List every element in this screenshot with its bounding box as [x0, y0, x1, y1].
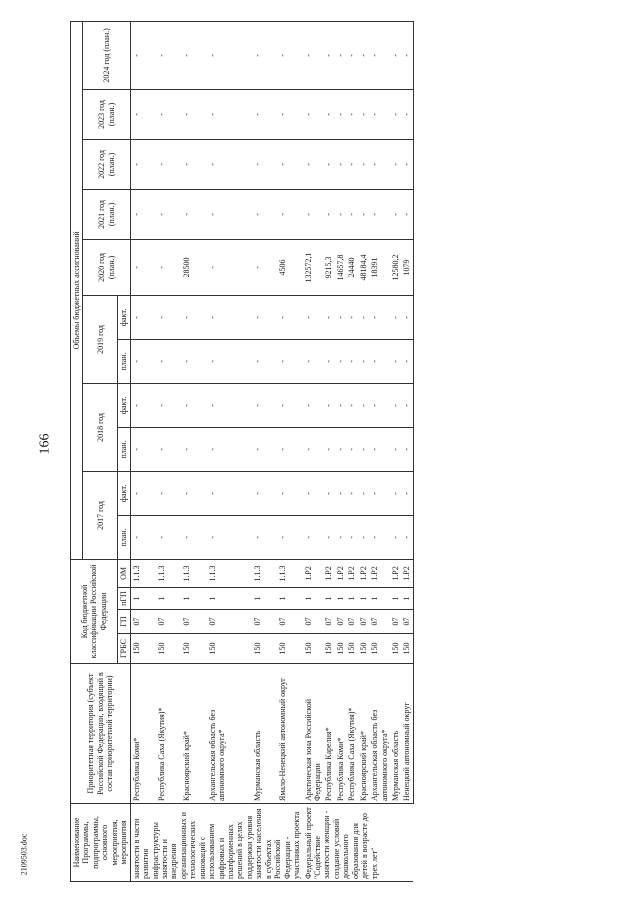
om-cell: 1.Р2: [390, 559, 401, 587]
territory-cell: Республика Коми*: [335, 664, 346, 804]
budget-allocation-table: [70, 21, 414, 882]
value-cell-2017-2019: -: [181, 383, 206, 427]
value-cell-2017-2019: -: [323, 295, 334, 339]
table-row: [277, 21, 302, 881]
value-cell-2017-2019: -: [346, 427, 357, 471]
value-cell-2017-2019: -: [358, 515, 369, 559]
value-cell-2017-2019: -: [390, 427, 401, 471]
value-cell-2021-2024: -: [390, 189, 401, 239]
value-cell-2017-2019: -: [156, 295, 181, 339]
value-cell-2017-2019: -: [277, 471, 302, 515]
header-2017: 2017 год: [83, 471, 118, 559]
pgp-cell: 1: [335, 588, 346, 610]
value-cell-2017-2019: -: [156, 383, 181, 427]
value-cell-2021-2024: -: [207, 139, 253, 189]
value-cell-2021-2024: -: [156, 89, 181, 139]
value-cell-2017-2019: -: [130, 383, 156, 427]
value-cell-2021-2024: -: [181, 139, 206, 189]
value-cell-2021-2024: -: [335, 139, 346, 189]
value-cell-2017-2019: -: [252, 471, 277, 515]
om-cell: 1.1.3: [181, 559, 206, 587]
value-cell-2017-2019: -: [335, 339, 346, 383]
value-cell-2017-2019: -: [358, 427, 369, 471]
value-cell-2020: 9215,3: [323, 239, 334, 295]
value-cell-2017-2019: -: [358, 383, 369, 427]
territory-cell: Ямало-Ненецкий автономный округ: [277, 664, 302, 804]
value-cell-2021-2024: -: [401, 89, 413, 139]
value-cell-2017-2019: -: [390, 471, 401, 515]
value-cell-2017-2019: -: [346, 383, 357, 427]
value-cell-2017-2019: -: [369, 383, 390, 427]
pgp-cell: 1: [390, 588, 401, 610]
header-2021: 2021 год (план.): [83, 189, 130, 239]
territory-cell: Мурманская область: [390, 664, 401, 804]
gp-cell: 07: [181, 610, 206, 634]
header-grbs: ГРБС: [118, 634, 130, 664]
value-cell-2021-2024: -: [323, 139, 334, 189]
table-row: [335, 21, 346, 881]
value-cell-2017-2019: -: [156, 339, 181, 383]
value-cell-2017-2019: -: [323, 427, 334, 471]
om-cell: 1.Р2: [303, 559, 324, 587]
pgp-cell: 1: [156, 588, 181, 610]
value-cell-2021-2024: -: [277, 139, 302, 189]
header-territory: Приоритетная территория (субъект Российской Федерации, входящий в состав приоритетной территории): [71, 664, 131, 804]
om-cell: 1.Р2: [369, 559, 390, 587]
value-cell-2017-2019: -: [277, 515, 302, 559]
value-cell-2017-2019: -: [369, 339, 390, 383]
value-cell-2017-2019: -: [401, 295, 413, 339]
gp-cell: 07: [323, 610, 334, 634]
value-cell-2017-2019: -: [390, 383, 401, 427]
territory-cell: Арктическая зона Российской Федерации: [303, 664, 324, 804]
value-cell-2017-2019: -: [335, 515, 346, 559]
value-cell-2017-2019: -: [303, 471, 324, 515]
value-cell-2021-2024: -: [207, 21, 253, 89]
table-row: [401, 21, 413, 881]
value-cell-2017-2019: -: [335, 427, 346, 471]
om-cell: 1.Р2: [358, 559, 369, 587]
header-volumes: Объемы бюджетных ассигнований: [71, 21, 83, 559]
territory-cell: Республика Карелия*: [323, 664, 334, 804]
value-cell-2020: 18391: [369, 239, 390, 295]
value-cell-2021-2024: -: [358, 89, 369, 139]
grbs-cell: 150: [323, 634, 334, 664]
value-cell-2017-2019: -: [181, 515, 206, 559]
value-cell-2021-2024: -: [346, 21, 357, 89]
header-2023: 2023 год (план.): [83, 89, 130, 139]
value-cell-2021-2024: -: [130, 89, 156, 139]
pgp-cell: 1: [130, 588, 156, 610]
territory-cell: Республика Саха (Якутия)*: [346, 664, 357, 804]
pgp-cell: 1: [207, 588, 253, 610]
value-cell-2017-2019: -: [303, 383, 324, 427]
gp-cell: 07: [130, 610, 156, 634]
value-cell-2017-2019: -: [303, 339, 324, 383]
value-cell-2017-2019: -: [346, 471, 357, 515]
value-cell-2021-2024: -: [346, 139, 357, 189]
value-cell-2017-2019: -: [369, 295, 390, 339]
table-row: [181, 21, 206, 881]
value-cell-2017-2019: -: [346, 339, 357, 383]
grbs-cell: 150: [252, 634, 277, 664]
grbs-cell: 150: [401, 634, 413, 664]
gp-cell: 07: [303, 610, 324, 634]
table-row: [156, 21, 181, 881]
value-cell-2017-2019: -: [207, 427, 253, 471]
table-body: [130, 21, 413, 881]
value-cell-2017-2019: -: [358, 471, 369, 515]
value-cell-2021-2024: -: [181, 21, 206, 89]
value-cell-2017-2019: -: [323, 339, 334, 383]
table-row: [390, 21, 401, 881]
value-cell-2021-2024: -: [252, 89, 277, 139]
om-cell: 1.1.3: [130, 559, 156, 587]
value-cell-2017-2019: -: [207, 383, 253, 427]
table-row: [358, 21, 369, 881]
value-cell-2017-2019: -: [277, 295, 302, 339]
value-cell-2017-2019: -: [335, 383, 346, 427]
value-cell-2021-2024: -: [390, 139, 401, 189]
value-cell-2017-2019: -: [369, 515, 390, 559]
value-cell-2021-2024: -: [390, 89, 401, 139]
value-cell-2017-2019: -: [401, 383, 413, 427]
value-cell-2021-2024: -: [369, 189, 390, 239]
territory-cell: Архангельская область без автономного округа*: [369, 664, 390, 804]
value-cell-2017-2019: -: [346, 295, 357, 339]
value-cell-2021-2024: -: [303, 189, 324, 239]
value-cell-2021-2024: -: [207, 89, 253, 139]
value-cell-2017-2019: -: [252, 295, 277, 339]
value-cell-2021-2024: -: [252, 21, 277, 89]
value-cell-2021-2024: -: [346, 89, 357, 139]
value-cell-2017-2019: -: [303, 295, 324, 339]
value-cell-2021-2024: -: [252, 189, 277, 239]
territory-cell: Ненецкий автономный округ: [401, 664, 413, 804]
value-cell-2017-2019: -: [358, 295, 369, 339]
value-cell-2017-2019: -: [156, 471, 181, 515]
value-cell-2017-2019: -: [335, 295, 346, 339]
header-gp: ГП: [118, 610, 130, 634]
territory-cell: Республика Коми*: [130, 664, 156, 804]
value-cell-2017-2019: -: [358, 339, 369, 383]
value-cell-2017-2019: -: [207, 515, 253, 559]
value-cell-2017-2019: -: [181, 295, 206, 339]
value-cell-2020: 132572,1: [303, 239, 324, 295]
value-cell-2017-2019: -: [335, 471, 346, 515]
pgp-cell: 1: [303, 588, 324, 610]
value-cell-2021-2024: -: [335, 189, 346, 239]
table-row: [207, 21, 253, 881]
value-cell-2021-2024: -: [252, 139, 277, 189]
pgp-cell: 1: [369, 588, 390, 610]
value-cell-2021-2024: -: [277, 189, 302, 239]
value-cell-2017-2019: -: [181, 427, 206, 471]
measure-name-women-employment: Федеральный проект "Содействие занятости женщин - создание условий дошкольного образования для детей в возрасте до трех лет": [303, 804, 414, 882]
om-cell: 1.Р2: [335, 559, 346, 587]
value-cell-2017-2019: -: [401, 471, 413, 515]
value-cell-2020: 14657,8: [335, 239, 346, 295]
value-cell-2021-2024: -: [130, 21, 156, 89]
gp-cell: 07: [358, 610, 369, 634]
value-cell-2017-2019: -: [277, 339, 302, 383]
value-cell-2017-2019: -: [401, 515, 413, 559]
value-cell-2021-2024: -: [358, 139, 369, 189]
value-cell-2017-2019: -: [401, 427, 413, 471]
measure-name-employment: занятости в части развития инфраструктуры занятости и внедрения организационных и технологических инноваций с использованием цифровых и платформенных решений в целях поддержки уровня занятости населения в субъектах Российской Федерации - участниках проекта: [130, 804, 302, 882]
value-cell-2021-2024: -: [181, 89, 206, 139]
value-cell-2020: -: [130, 239, 156, 295]
header-kbk: Код бюджетной классификации Российской Федерации: [71, 559, 118, 663]
value-cell-2021-2024: -: [401, 189, 413, 239]
grbs-cell: 150: [156, 634, 181, 664]
value-cell-2021-2024: -: [181, 189, 206, 239]
om-cell: 1.Р2: [323, 559, 334, 587]
header-2022: 2022 год (план.): [83, 139, 130, 189]
value-cell-2021-2024: -: [401, 139, 413, 189]
om-cell: 1.1.3: [277, 559, 302, 587]
header-2018-plan: план.: [118, 427, 130, 471]
header-pgp: пГП: [118, 588, 130, 610]
value-cell-2017-2019: -: [156, 427, 181, 471]
value-cell-2017-2019: -: [390, 339, 401, 383]
territory-cell: Мурманская область: [252, 664, 277, 804]
table-row: [323, 21, 334, 881]
value-cell-2017-2019: -: [207, 471, 253, 515]
grbs-cell: 150: [130, 634, 156, 664]
value-cell-2017-2019: -: [252, 427, 277, 471]
table-row: [303, 21, 324, 881]
om-cell: 1.1.3: [252, 559, 277, 587]
value-cell-2021-2024: -: [390, 21, 401, 89]
gp-cell: 07: [207, 610, 253, 634]
header-2019-plan: план.: [118, 339, 130, 383]
value-cell-2021-2024: -: [369, 139, 390, 189]
value-cell-2021-2024: -: [303, 21, 324, 89]
value-cell-2017-2019: -: [130, 515, 156, 559]
value-cell-2021-2024: -: [156, 21, 181, 89]
value-cell-2021-2024: -: [401, 21, 413, 89]
footer-doc-code: 2109503.doc: [19, 833, 29, 876]
grbs-cell: 150: [207, 634, 253, 664]
header-2019: 2019 год: [83, 295, 118, 383]
value-cell-2021-2024: -: [207, 189, 253, 239]
territory-cell: Республика Саха (Якутия)*: [156, 664, 181, 804]
value-cell-2017-2019: -: [277, 427, 302, 471]
value-cell-2017-2019: -: [323, 471, 334, 515]
value-cell-2017-2019: -: [181, 339, 206, 383]
header-2018: 2018 год: [83, 383, 118, 471]
header-2020: 2020 год (план.): [83, 239, 130, 295]
value-cell-2021-2024: -: [358, 21, 369, 89]
table-row: [369, 21, 390, 881]
header-name: Наименование Программы, подпрограммы, основного мероприятия, мероприятия: [71, 804, 131, 882]
value-cell-2020: 12580,2: [390, 239, 401, 295]
value-cell-2020: 24440: [346, 239, 357, 295]
value-cell-2021-2024: -: [335, 89, 346, 139]
header-2017-fact: факт.: [118, 471, 130, 515]
value-cell-2017-2019: -: [207, 339, 253, 383]
header-2024: 2024 год (план.): [83, 21, 130, 89]
header-2019-fact: факт.: [118, 295, 130, 339]
value-cell-2017-2019: -: [252, 383, 277, 427]
value-cell-2017-2019: -: [323, 515, 334, 559]
value-cell-2021-2024: -: [130, 139, 156, 189]
value-cell-2021-2024: -: [335, 21, 346, 89]
value-cell-2017-2019: -: [323, 383, 334, 427]
value-cell-2020: -: [207, 239, 253, 295]
pgp-cell: 1: [401, 588, 413, 610]
value-cell-2017-2019: -: [130, 339, 156, 383]
value-cell-2017-2019: -: [252, 339, 277, 383]
value-cell-2021-2024: -: [323, 189, 334, 239]
gp-cell: 07: [369, 610, 390, 634]
value-cell-2021-2024: -: [277, 89, 302, 139]
value-cell-2020: 4506: [277, 239, 302, 295]
value-cell-2021-2024: -: [358, 189, 369, 239]
gp-cell: 07: [390, 610, 401, 634]
value-cell-2020: 28500: [181, 239, 206, 295]
territory-cell: Архангельская область без автономного округа*: [207, 664, 253, 804]
territory-cell: Красноярский край*: [358, 664, 369, 804]
header-om: ОМ: [118, 559, 130, 587]
value-cell-2021-2024: -: [303, 139, 324, 189]
grbs-cell: 150: [303, 634, 324, 664]
value-cell-2021-2024: -: [323, 89, 334, 139]
value-cell-2020: -: [252, 239, 277, 295]
gp-cell: 07: [277, 610, 302, 634]
value-cell-2017-2019: -: [390, 295, 401, 339]
value-cell-2021-2024: -: [156, 139, 181, 189]
value-cell-2021-2024: -: [303, 89, 324, 139]
value-cell-2017-2019: -: [390, 515, 401, 559]
header-2018-fact: факт.: [118, 383, 130, 427]
pgp-cell: 1: [277, 588, 302, 610]
value-cell-2021-2024: -: [156, 189, 181, 239]
value-cell-2020: 1079: [401, 239, 413, 295]
table-row: [252, 21, 277, 881]
om-cell: 1.Р2: [401, 559, 413, 587]
value-cell-2017-2019: -: [130, 471, 156, 515]
grbs-cell: 150: [181, 634, 206, 664]
value-cell-2017-2019: -: [346, 515, 357, 559]
gp-cell: 07: [156, 610, 181, 634]
value-cell-2017-2019: -: [401, 339, 413, 383]
value-cell-2017-2019: -: [303, 515, 324, 559]
pgp-cell: 1: [181, 588, 206, 610]
grbs-cell: 150: [358, 634, 369, 664]
value-cell-2017-2019: -: [369, 427, 390, 471]
value-cell-2017-2019: -: [130, 295, 156, 339]
grbs-cell: 150: [346, 634, 357, 664]
value-cell-2021-2024: -: [369, 21, 390, 89]
gp-cell: 07: [346, 610, 357, 634]
pgp-cell: 1: [358, 588, 369, 610]
territory-cell: Красноярский край*: [181, 664, 206, 804]
value-cell-2020: 48184,4: [358, 239, 369, 295]
gp-cell: 07: [401, 610, 413, 634]
value-cell-2017-2019: -: [252, 515, 277, 559]
rotated-table-box: [70, 22, 640, 882]
value-cell-2021-2024: -: [130, 189, 156, 239]
value-cell-2017-2019: -: [156, 515, 181, 559]
grbs-cell: 150: [335, 634, 346, 664]
pgp-cell: 1: [323, 588, 334, 610]
grbs-cell: 150: [390, 634, 401, 664]
pgp-cell: 1: [346, 588, 357, 610]
value-cell-2021-2024: -: [277, 21, 302, 89]
value-cell-2017-2019: -: [369, 471, 390, 515]
table-row: [130, 21, 156, 881]
value-cell-2017-2019: -: [181, 471, 206, 515]
value-cell-2017-2019: -: [130, 427, 156, 471]
grbs-cell: 150: [369, 634, 390, 664]
table-row: [346, 21, 357, 881]
om-cell: 1.Р2: [346, 559, 357, 587]
gp-cell: 07: [252, 610, 277, 634]
value-cell-2017-2019: -: [303, 427, 324, 471]
value-cell-2021-2024: -: [369, 89, 390, 139]
value-cell-2021-2024: -: [346, 189, 357, 239]
value-cell-2017-2019: -: [207, 295, 253, 339]
om-cell: 1.1.3: [207, 559, 253, 587]
value-cell-2020: -: [156, 239, 181, 295]
pgp-cell: 1: [252, 588, 277, 610]
value-cell-2017-2019: -: [277, 383, 302, 427]
value-cell-2021-2024: -: [323, 21, 334, 89]
om-cell: 1.1.3: [156, 559, 181, 587]
grbs-cell: 150: [277, 634, 302, 664]
header-2017-plan: план.: [118, 515, 130, 559]
gp-cell: 07: [335, 610, 346, 634]
page-number: 166: [37, 433, 53, 455]
